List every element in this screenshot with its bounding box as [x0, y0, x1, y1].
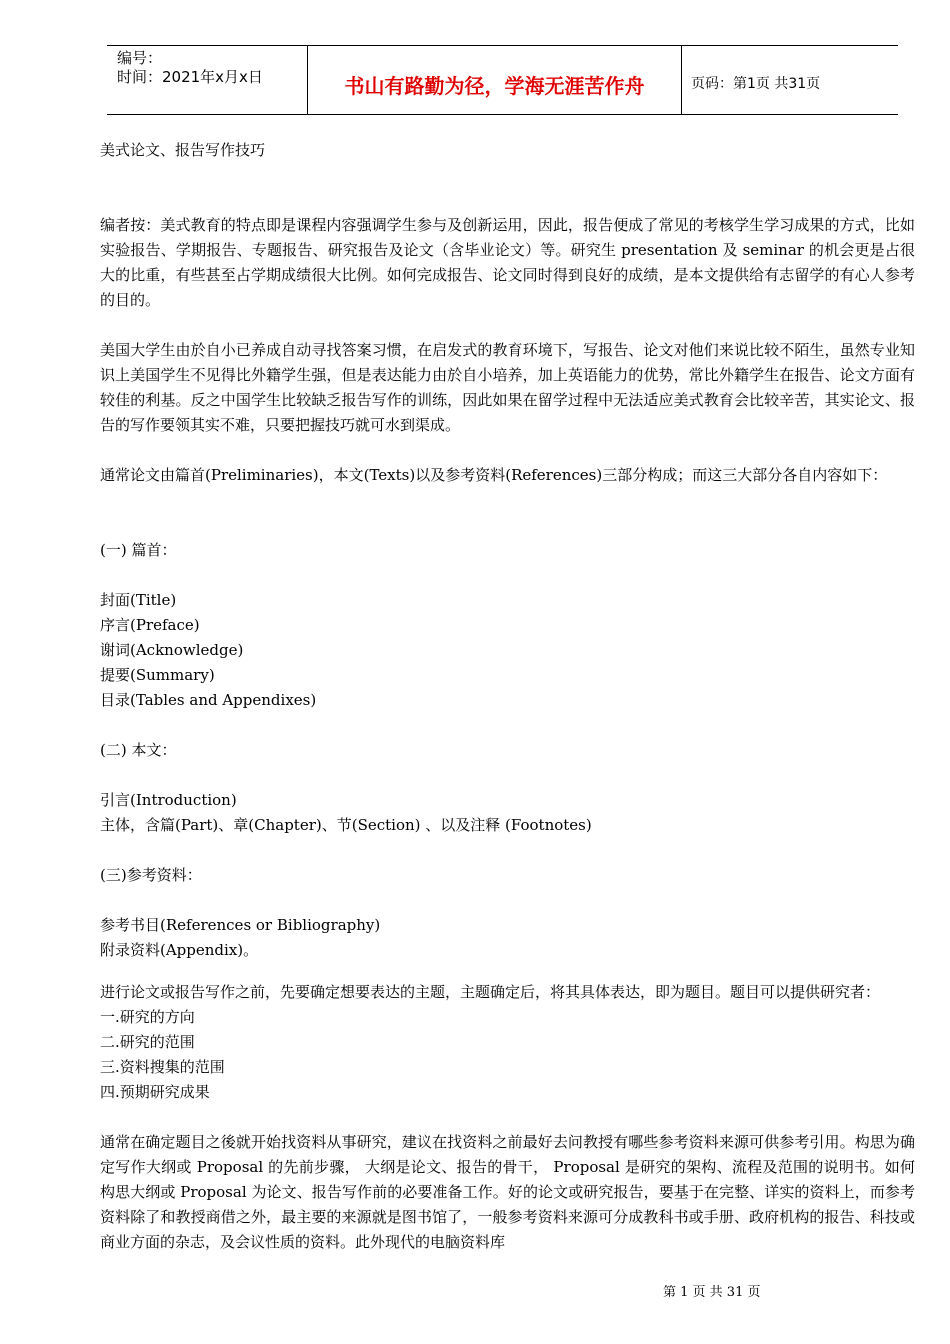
section2-item: 主体，含篇(Part)、章(Chapter)、节(Section) 、以及注释 (Footnotes)	[100, 816, 592, 834]
header-info-cell	[107, 46, 308, 114]
paragraph-structure: 通常论文由篇首(Preliminaries)，本文(Texts)以及参考资料(References)三部分构成；而这三大部分各自内容如下：	[100, 466, 888, 484]
paragraph-research: 通常在确定题目之後就开始找资料从事研究，建议在找资料之前最好去问教授有哪些参考资料来源可供参考引用。构思为确定写作大纲或 Proposal 的先前步骤， 大纲是论文、报告的骨干， Proposal 是研究的架构、流程及范围的说明书。如何构思大纲或 Proposal 为论文、报告写作前的必要准备工作。好的论文或研究报告，要基于在完整、详实的资料上，而参考资料除了和教授商借之外，最主要的来源就是图书馆了，一般参考资料来源可分成教科书或手册、政府机构的报告、科技或商业方面的杂志，及会议性质的资料。此外现代的电脑资料库	[100, 1133, 915, 1251]
section3-item: 参考书目(References or Bibliography)	[100, 916, 381, 934]
header-motto-cell	[308, 46, 682, 114]
header-page-cell	[682, 46, 898, 114]
section2-item: 引言(Introduction)	[100, 791, 237, 809]
topic-item: 二.研究的范围	[100, 1033, 195, 1051]
section1-item: 目录(Tables and Appendixes)	[100, 691, 317, 709]
section1-item: 提要(Summary)	[100, 666, 215, 684]
section1-heading: (一) 篇首：	[100, 541, 177, 559]
editor-note: 编者按：美式教育的特点即是课程内容强调学生参与及创新运用，因此，报告便成了常见的考核学生学习成果的方式，比如实验报告、学期报告、专题报告、研究报告及论文（含毕业论文）等。研究生 presentation 及 seminar 的机会更是占很大的比重，有些甚至占学期成绩很大比例。如何完成报告、论文同时得到良好的成绩，是本文提供给有志留学的有心人参考的目的。	[100, 216, 915, 309]
section3-heading: (三)参考资料：	[100, 866, 202, 884]
paragraph-us-students: 美国大学生由於自小已养成自动寻找答案习惯，在启发式的教育环境下，写报告、论文对他们来说比较不陌生，虽然专业知识上美国学生不见得比外籍学生强，但是表达能力由於自小培养，加上英语能力的优势，常比外籍学生在报告、论文方面有较佳的利基。反之中国学生比较缺乏报告写作的训练，因此如果在留学过程中无法适应美式教育会比较辛苦，其实论文、报告的写作要领其实不难，只要把握技巧就可水到渠成。	[100, 341, 915, 434]
topic-item: 一.研究的方向	[100, 1008, 195, 1026]
section1-item: 封面(Title)	[100, 591, 177, 609]
header-time-label: 时间：2021年x月x日	[117, 68, 263, 86]
topic-item: 四.预期研究成果	[100, 1083, 210, 1101]
section1-item: 谢词(Acknowledge)	[100, 641, 244, 659]
paragraph-topic: 进行论文或报告写作之前，先要确定想要表达的主题，主题确定后，将其具体表达，即为题目。题目可以提供研究者：	[100, 983, 881, 1001]
header-page-label: 页码：第1页 共31页	[691, 76, 821, 92]
section3-item: 附录资料(Appendix)。	[100, 941, 259, 959]
document-title: 美式论文、报告写作技巧	[100, 141, 266, 159]
section2-heading: (二) 本文：	[100, 741, 177, 759]
page-footer: 第 1 页 共 31 页	[663, 1285, 761, 1300]
document-body	[100, 138, 915, 1255]
section1-item: 序言(Preface)	[100, 616, 200, 634]
topic-item: 三.资料搜集的范围	[100, 1058, 225, 1076]
header-number-label: 编号：	[117, 49, 163, 67]
document-header	[107, 45, 898, 115]
header-motto: 书山有路勤为径，学海无涯苦作舟	[344, 74, 645, 98]
